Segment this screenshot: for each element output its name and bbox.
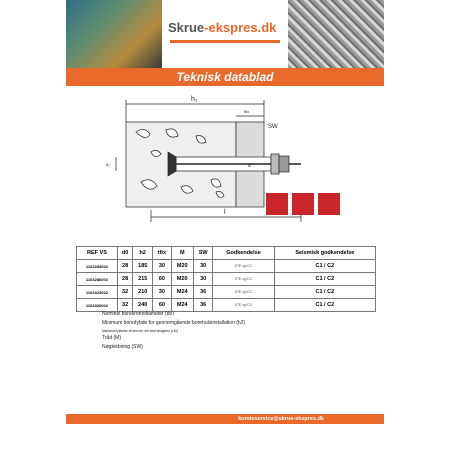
cell-tfix: 30 [153, 286, 171, 299]
tools-photo [66, 0, 162, 68]
brand-logo [168, 20, 276, 35]
cell-m: M24 [171, 286, 193, 299]
cell-m: M24 [171, 299, 193, 312]
col-sw: SW [193, 247, 212, 260]
cell-sw: 30 [193, 260, 212, 273]
cell-m: M20 [171, 260, 193, 273]
legend-notes [102, 310, 245, 352]
label-tfix: tfix [244, 109, 250, 114]
col-d0: d0 [117, 247, 132, 260]
cell-d0: 28 [117, 260, 132, 273]
washer [271, 154, 279, 174]
cell-d0: 28 [117, 273, 132, 286]
cell-approval: ETE og ICC [213, 260, 274, 273]
cell-h2: 240 [133, 299, 153, 312]
col-h2: h2 [133, 247, 153, 260]
cell-seismic: C1 / C2 [274, 260, 375, 273]
footer-email[interactable]: kundeservice@skrue-ekspres.dk [238, 416, 324, 422]
cell-seismic: C1 / C2 [274, 299, 375, 312]
cell-ref: 1163326002 [77, 299, 118, 312]
cell-tfix: 60 [153, 273, 171, 286]
cell-ref: 1163283002 [77, 260, 118, 273]
table-header-row [77, 247, 376, 260]
table-row [77, 286, 376, 299]
table-row [77, 260, 376, 273]
page-title: Teknisk datablad [66, 68, 384, 86]
col-m: M [171, 247, 193, 260]
seismic-icon [266, 193, 288, 215]
col-seismic: Seismisk godkendelse [274, 247, 375, 260]
note-tfix: Maksimal tykkelse af den del, der skal fastgøres (t-fix) [102, 329, 178, 333]
note-sw: Nøglekbning (SW) [102, 344, 143, 350]
label-thread: M [248, 164, 251, 168]
cell-d0: 32 [117, 286, 132, 299]
cell-h2: 185 [133, 260, 153, 273]
cell-sw: 36 [193, 299, 212, 312]
cell-ref: 1163323002 [77, 286, 118, 299]
table-row [77, 273, 376, 286]
label-sw: SW [268, 124, 278, 130]
cell-sw: 30 [193, 273, 212, 286]
brand-main: Skrue [168, 20, 205, 35]
brand-underline [170, 40, 280, 43]
cell-ref: 1163286002 [77, 273, 118, 286]
label-h2: h₂ [191, 96, 198, 103]
cell-sw: 36 [193, 286, 212, 299]
cell-d0: 32 [117, 299, 132, 312]
cell-approval: ETE og ICC [213, 286, 274, 299]
col-approval: Godkendelse [213, 247, 274, 260]
cell-tfix: 30 [153, 260, 171, 273]
cell-h2: 215 [133, 273, 153, 286]
cell-h2: 210 [133, 286, 153, 299]
footer [66, 414, 384, 424]
brand-area [162, 0, 288, 68]
fire-icon [318, 193, 340, 215]
cell-seismic: C1 / C2 [274, 286, 375, 299]
approval-icons [264, 193, 374, 219]
header [66, 0, 384, 68]
label-d0: d₀ [106, 162, 110, 167]
col-tfix: tfix [153, 247, 171, 260]
cell-approval: ETE og ICC [213, 273, 274, 286]
cell-seismic: C1 / C2 [274, 273, 375, 286]
hex-nut [279, 156, 289, 172]
datasheet-page [66, 0, 384, 452]
col-ref: REF VS [77, 247, 118, 260]
cell-m: M20 [171, 273, 193, 286]
note-d0: Nominel borekronediameter (do) [102, 311, 174, 317]
label-l: l [224, 209, 226, 216]
spec-table [76, 246, 376, 312]
cell-tfix: 60 [153, 299, 171, 312]
note-m: Tråd (M) [102, 335, 121, 341]
cracked-concrete-icon [292, 193, 314, 215]
brand-accent: -ekspres.dk [204, 20, 277, 35]
cell-approval: ETE og ICC [213, 299, 274, 312]
screws-photo [288, 0, 384, 68]
note-h2: Minimum boredybde for gennemgående borehulsinstallation (h2) [102, 320, 246, 326]
